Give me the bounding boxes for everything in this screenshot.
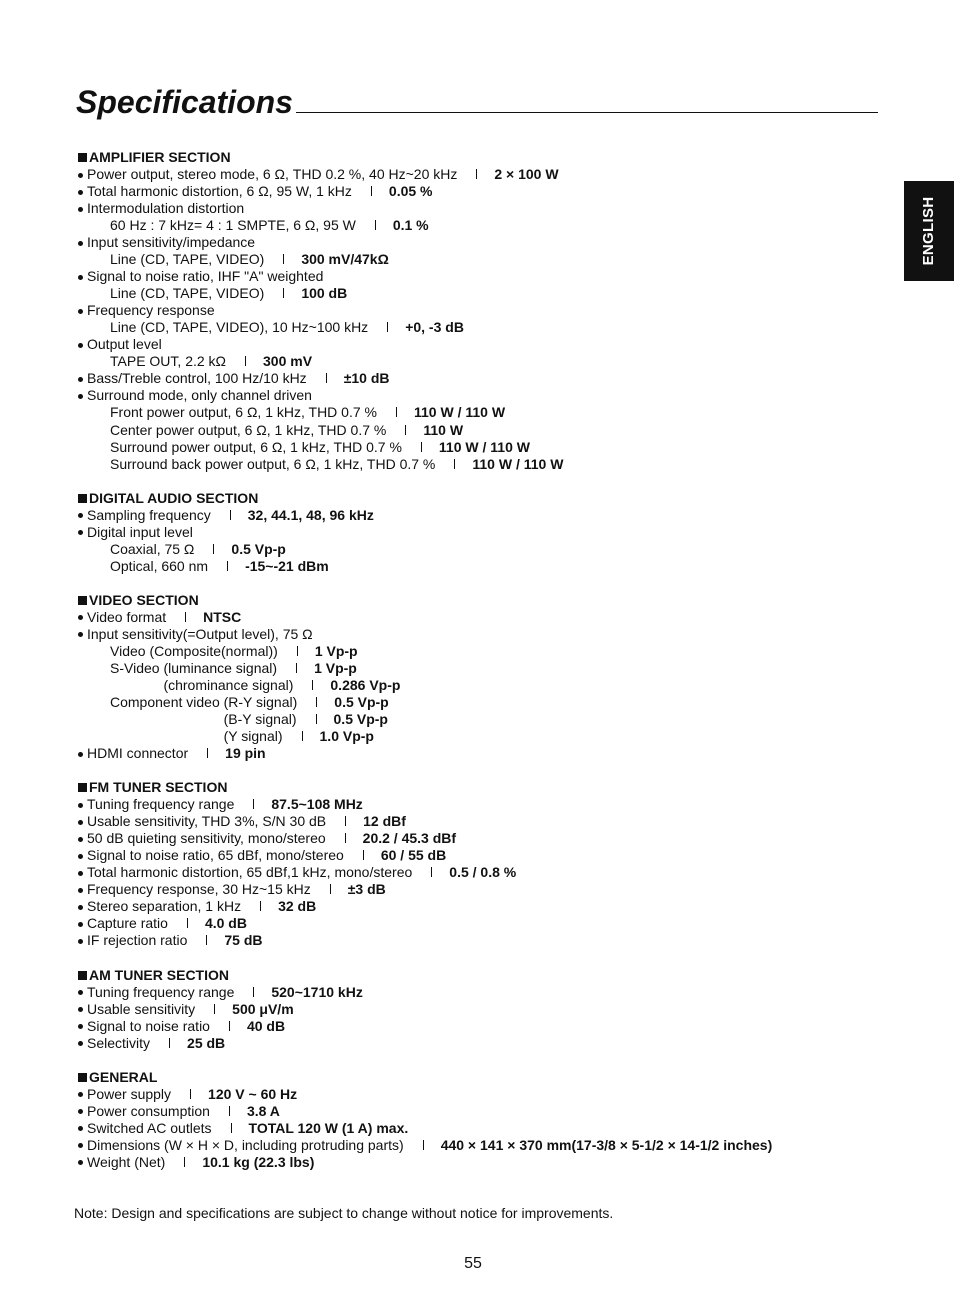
spec-label: Digital input level	[87, 523, 193, 540]
spec-label: Line (CD, TAPE, VIDEO), 10 Hz~100 kHz	[110, 319, 369, 336]
value-separator	[330, 884, 331, 894]
spec-label: Total harmonic distortion, 65 dBf,1 kHz, mono/stereo	[87, 864, 413, 881]
spec-value: 440 × 141 × 370 mm(17-3/8 × 5-1/2 × 14-1/2 inches)	[440, 1136, 773, 1153]
spec-label: (chrominance signal)	[163, 676, 294, 693]
spec-continuation	[77, 728, 897, 745]
spec-item	[77, 507, 897, 524]
bullet-icon	[78, 990, 83, 995]
spec-label: 50 dB quieting sensitivity, mono/stereo	[87, 830, 326, 847]
spec-label: Tuning frequency range	[87, 796, 235, 813]
spec-item	[77, 1137, 897, 1154]
bullet-icon	[78, 1041, 83, 1046]
spec-value: 4.0 dB	[204, 915, 247, 932]
spec-item	[77, 1154, 897, 1171]
value-separator	[296, 663, 297, 673]
spec-value: 87.5~108 MHz	[271, 796, 363, 813]
spec-item	[77, 1018, 897, 1035]
spec-label: Sampling frequency	[87, 506, 211, 523]
spec-label: Center power output, 6 Ω, 1 kHz, THD 0.7 %	[110, 421, 387, 438]
bullet-icon	[78, 1143, 83, 1148]
spec-label: Output level	[87, 336, 162, 353]
bullet-icon	[78, 1007, 83, 1012]
spec-label: Video format	[87, 608, 167, 625]
spec-value: 300 mV/47kΩ	[301, 251, 389, 268]
spec-item	[77, 898, 897, 915]
spec-value: -15~-21 dBm	[245, 557, 329, 574]
spec-label: Power output, stereo mode, 6 Ω, THD 0.2 %, 40 Hz~20 kHz	[87, 166, 458, 183]
section-heading: AMPLIFIER SECTION	[89, 149, 231, 165]
bullet-icon	[78, 752, 83, 757]
value-separator	[207, 748, 208, 758]
spec-continuation	[77, 677, 897, 694]
spec-label: (B-Y signal)	[223, 711, 297, 728]
spec-label: Line (CD, TAPE, VIDEO)	[110, 251, 265, 268]
spec-label: Frequency response, 30 Hz~15 kHz	[87, 881, 311, 898]
value-separator	[229, 1021, 230, 1031]
value-separator	[312, 680, 313, 690]
section-heading: VIDEO SECTION	[89, 591, 199, 608]
spec-item	[77, 524, 897, 541]
spec-label: Front power output, 6 Ω, 1 kHz, THD 0.7 %	[110, 404, 377, 421]
spec-subitem	[77, 456, 897, 473]
value-separator	[214, 1004, 215, 1014]
spec-label: Total harmonic distortion, 6 Ω, 95 W, 1 kHz	[87, 183, 352, 200]
spec-label: Frequency response	[87, 302, 215, 319]
value-separator	[206, 935, 207, 945]
spec-label: Weight (Net)	[87, 1153, 166, 1170]
value-separator	[253, 799, 254, 809]
value-separator	[316, 697, 317, 707]
bullet-icon	[78, 1160, 83, 1165]
spec-value: 20.2 / 45.3 dBf	[362, 830, 457, 847]
bullet-icon	[78, 905, 83, 910]
value-separator	[345, 816, 346, 826]
bullet-icon	[78, 343, 83, 348]
spec-value: 110 W / 110 W	[413, 404, 506, 421]
value-separator	[231, 1123, 232, 1133]
spec-value: 60 / 55 dB	[380, 847, 447, 864]
spec-subitem	[77, 643, 897, 660]
value-separator	[387, 322, 388, 332]
bullet-icon	[78, 1109, 83, 1114]
spec-label: Tuning frequency range	[87, 983, 235, 1000]
spec-value: 12 dBf	[363, 813, 406, 830]
spec-label: IF rejection ratio	[87, 932, 188, 949]
value-separator	[302, 731, 303, 741]
value-separator	[185, 612, 186, 622]
bullet-icon	[78, 854, 83, 859]
spec-subitem	[77, 404, 897, 421]
spec-value: 110 W / 110 W	[472, 455, 564, 472]
value-separator	[184, 1157, 185, 1167]
language-tab	[904, 181, 954, 281]
spec-value: 110 W / 110 W	[438, 438, 530, 455]
section-heading-row	[77, 592, 897, 609]
title-rule	[296, 112, 878, 113]
section-square-icon	[78, 1073, 87, 1082]
spec-label: Bass/Treble control, 100 Hz/10 kHz	[87, 370, 307, 387]
spec-label: Surround power output, 6 Ω, 1 kHz, THD 0.7 %	[110, 438, 402, 455]
value-separator	[476, 169, 477, 179]
spec-subitem	[77, 251, 897, 268]
section-heading-row	[77, 967, 897, 984]
value-separator	[421, 442, 422, 452]
value-separator	[396, 407, 397, 417]
value-separator	[213, 544, 214, 554]
spec-value: 0.5 Vp-p	[334, 694, 389, 710]
bullet-icon	[78, 1092, 83, 1097]
spec-continuation	[77, 711, 897, 728]
specifications-list	[77, 149, 897, 1171]
spec-value: 19 pin	[225, 745, 266, 762]
spec-value: 32, 44.1, 48, 96 kHz	[247, 506, 374, 523]
spec-label: Input sensitivity(=Output level), 75 Ω	[87, 625, 313, 642]
spec-label: Signal to noise ratio, 65 dBf, mono/stereo	[87, 847, 344, 864]
spec-value: TOTAL 120 W (1 A) max.	[248, 1119, 409, 1136]
spec-item	[77, 626, 897, 643]
spec-item	[77, 847, 897, 864]
spec-label: HDMI connector	[87, 745, 189, 762]
spec-item	[77, 370, 897, 387]
spec-value: 32 dB	[278, 898, 317, 915]
spec-item	[77, 984, 897, 1001]
spec-subitem	[77, 439, 897, 456]
spec-label: 60 Hz : 7 kHz= 4 : 1 SMPTE, 6 Ω, 95 W	[110, 217, 356, 234]
spec-label: Line (CD, TAPE, VIDEO)	[110, 285, 265, 302]
spec-label: Capture ratio	[87, 915, 168, 932]
spec-section	[77, 967, 897, 1052]
spec-value: 0.5 Vp-p	[231, 540, 286, 557]
spec-label: Switched AC outlets	[87, 1119, 212, 1136]
bullet-icon	[78, 803, 83, 808]
spec-value: 75 dB	[224, 932, 263, 949]
bullet-icon	[78, 820, 83, 825]
value-separator	[326, 373, 327, 383]
value-separator	[283, 288, 284, 298]
bullet-icon	[78, 190, 83, 195]
bullet-icon	[78, 173, 83, 178]
spec-section	[77, 779, 897, 949]
bullet-icon	[78, 275, 83, 280]
value-separator	[230, 510, 231, 520]
section-heading: DIGITAL AUDIO SECTION	[89, 489, 259, 506]
section-heading: FM TUNER SECTION	[89, 779, 228, 796]
spec-label: Signal to noise ratio, IHF "A" weighted	[87, 268, 324, 285]
spec-subitem	[77, 285, 897, 302]
spec-item	[77, 1086, 897, 1103]
section-heading: AM TUNER SECTION	[89, 966, 229, 983]
spec-value: 25 dB	[187, 1034, 226, 1051]
language-tab-label: ENGLISH	[920, 196, 937, 266]
spec-item	[77, 915, 897, 932]
spec-label: Component video (R-Y signal)	[110, 694, 298, 710]
section-heading-row	[77, 779, 897, 796]
spec-item	[77, 336, 897, 353]
spec-section	[77, 149, 897, 473]
bullet-icon	[78, 632, 83, 637]
page-number: 55	[464, 1255, 482, 1272]
value-separator	[229, 1106, 230, 1116]
spec-value: 0.286 Vp-p	[330, 676, 401, 693]
spec-label: Power supply	[87, 1085, 172, 1102]
section-heading: GENERAL	[89, 1068, 158, 1085]
bullet-icon	[78, 530, 83, 535]
spec-subitem	[77, 217, 897, 234]
spec-label: Usable sensitivity	[87, 1000, 196, 1017]
spec-subitem	[77, 319, 897, 336]
footnote: Note: Design and specifications are subject to change without notice for improvements.	[74, 1205, 614, 1221]
bullet-icon	[78, 939, 83, 944]
bullet-icon	[78, 888, 83, 893]
spec-label: S-Video (luminance signal)	[110, 659, 278, 676]
section-square-icon	[78, 596, 87, 605]
value-separator	[187, 918, 188, 928]
bullet-icon	[78, 241, 83, 246]
spec-value: 0.05 %	[388, 183, 433, 200]
spec-value: 520~1710 kHz	[271, 983, 363, 1000]
spec-subitem	[77, 660, 897, 677]
page-title: Specifications	[76, 84, 293, 120]
value-separator	[297, 646, 298, 656]
spec-item	[77, 813, 897, 830]
spec-item	[77, 745, 897, 762]
value-separator	[345, 833, 346, 843]
spec-label: Stereo separation, 1 kHz	[87, 898, 242, 915]
bullet-icon	[78, 837, 83, 842]
value-separator	[260, 901, 261, 911]
spec-label: (Y signal)	[223, 728, 283, 745]
spec-subitem	[77, 541, 897, 558]
spec-item	[77, 166, 897, 183]
spec-value: ±10 dB	[343, 370, 390, 387]
spec-value: 0.1 %	[392, 217, 429, 234]
section-square-icon	[78, 971, 87, 980]
value-separator	[371, 186, 372, 196]
spec-item	[77, 268, 897, 285]
spec-item	[77, 881, 897, 898]
spec-item	[77, 302, 897, 319]
spec-label: Coaxial, 75 Ω	[110, 540, 195, 557]
spec-value: 1 Vp-p	[314, 659, 357, 676]
value-separator	[454, 459, 455, 469]
spec-value: NTSC	[203, 608, 242, 625]
spec-label: Selectivity	[87, 1034, 151, 1051]
value-separator	[431, 867, 432, 877]
section-heading-row	[77, 490, 897, 507]
spec-subitem	[77, 694, 897, 711]
bullet-icon	[78, 615, 83, 620]
spec-label: Surround mode, only channel driven	[87, 387, 312, 404]
spec-value: 10.1 kg (22.3 lbs)	[202, 1153, 315, 1170]
value-separator	[405, 425, 406, 435]
spec-value: 500 μV/m	[232, 1000, 294, 1017]
spec-subitem	[77, 422, 897, 439]
spec-subitem	[77, 353, 897, 370]
value-separator	[283, 254, 284, 264]
spec-label: Power consumption	[87, 1102, 210, 1119]
bullet-icon	[78, 207, 83, 212]
spec-item	[77, 183, 897, 200]
value-separator	[227, 561, 228, 571]
section-square-icon	[78, 494, 87, 503]
spec-value: 1 Vp-p	[314, 642, 358, 659]
bullet-icon	[78, 922, 83, 927]
spec-label: Signal to noise ratio	[87, 1017, 210, 1034]
spec-section	[77, 592, 897, 762]
bullet-icon	[78, 513, 83, 518]
spec-label: TAPE OUT, 2.2 kΩ	[110, 353, 227, 370]
spec-label: Video (Composite(normal))	[110, 642, 278, 659]
section-heading-row	[77, 149, 897, 166]
spec-item	[77, 1001, 897, 1018]
spec-item	[77, 932, 897, 949]
section-square-icon	[78, 783, 87, 792]
spec-label: Optical, 660 nm	[110, 557, 209, 574]
value-separator	[190, 1089, 191, 1099]
bullet-icon	[78, 1024, 83, 1029]
bullet-icon	[78, 1126, 83, 1131]
spec-value: +0, -3 dB	[405, 319, 464, 336]
value-separator	[363, 850, 364, 860]
spec-value: 3.8 A	[246, 1102, 280, 1119]
spec-value: 0.5 Vp-p	[333, 711, 388, 728]
spec-value: 40 dB	[246, 1017, 286, 1034]
bullet-icon	[78, 871, 83, 876]
spec-value: 1.0 Vp-p	[319, 728, 374, 745]
spec-item	[77, 864, 897, 881]
spec-value: ±3 dB	[347, 881, 386, 898]
value-separator	[423, 1140, 424, 1150]
spec-label: Surround back power output, 6 Ω, 1 kHz, THD 0.7 %	[110, 455, 436, 472]
spec-label: Usable sensitivity, THD 3%, S/N 30 dB	[87, 813, 327, 830]
spec-item	[77, 1120, 897, 1137]
spec-value: 110 W	[423, 421, 464, 438]
spec-item	[77, 387, 897, 404]
spec-item	[77, 609, 897, 626]
value-separator	[375, 220, 376, 230]
value-separator	[316, 714, 317, 724]
value-separator	[245, 356, 246, 366]
bullet-icon	[78, 377, 83, 382]
spec-label: Intermodulation distortion	[87, 200, 245, 217]
value-separator	[169, 1038, 170, 1048]
spec-item	[77, 1103, 897, 1120]
spec-item	[77, 1035, 897, 1052]
spec-value: 120 V ~ 60 Hz	[208, 1085, 298, 1102]
spec-section	[77, 1069, 897, 1171]
spec-subitem	[77, 558, 897, 575]
spec-value: 300 mV	[263, 353, 313, 370]
spec-label: Input sensitivity/impedance	[87, 234, 256, 251]
spec-value: 0.5 / 0.8 %	[449, 864, 517, 881]
spec-value: 2 × 100 W	[494, 166, 559, 183]
spec-value: 100 dB	[301, 285, 348, 302]
section-square-icon	[78, 153, 87, 162]
bullet-icon	[78, 394, 83, 399]
spec-item	[77, 200, 897, 217]
spec-section	[77, 490, 897, 575]
spec-item	[77, 234, 897, 251]
spec-label: Dimensions (W × H × D, including protruding parts)	[87, 1136, 404, 1153]
spec-item	[77, 830, 897, 847]
bullet-icon	[78, 309, 83, 314]
section-heading-row	[77, 1069, 897, 1086]
spec-item	[77, 796, 897, 813]
value-separator	[253, 987, 254, 997]
